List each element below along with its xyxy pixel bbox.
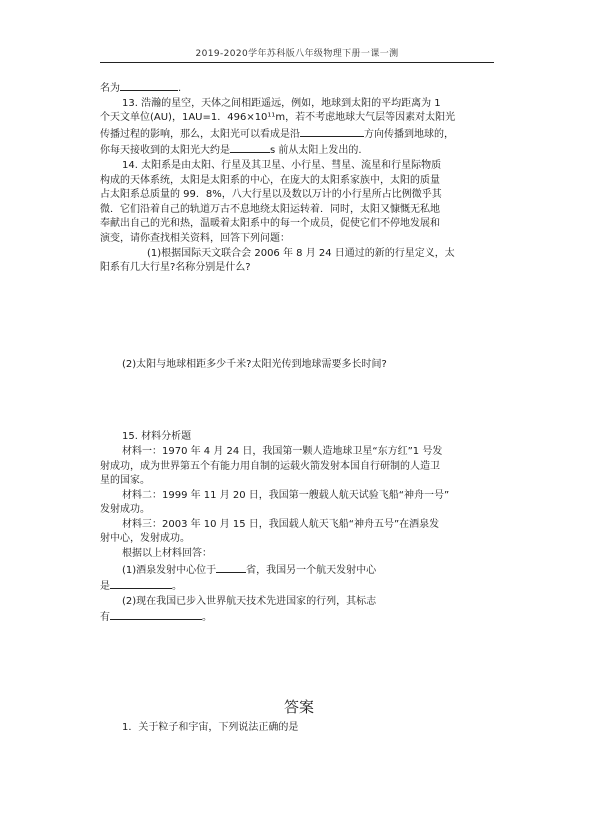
document-body xyxy=(100,80,498,735)
q15-milestone-blank[interactable] xyxy=(110,609,202,620)
q14-answer-space-1[interactable] xyxy=(100,276,498,358)
q13-time-blank[interactable] xyxy=(230,142,270,153)
question-13: 13. 浩瀚的星空，天体之间相距遥远，例如，地球到太阳的平均距离为 1 个天文单位(AU)，1AU=1．496×10¹¹m，若不考虑地球大气层等因素对太阳光 传播过程的影响，那么，太阳光可以看成是沿 方向传播到地球的， 你每天接收到的太阳光大约是 s 前从太阳上发出的. xyxy=(100,97,456,157)
answer-q1: 1．关于粒子和宇宙，下列说法正确的是 xyxy=(122,721,299,733)
q14-answer-space-2[interactable] xyxy=(100,372,498,430)
q15-center-blank[interactable] xyxy=(110,578,172,589)
answer-title: 答案 xyxy=(283,698,314,717)
q13-direction-blank[interactable] xyxy=(300,126,364,137)
answer-section xyxy=(100,700,498,735)
question-14: 14. 太阳系是由太阳、行星及其卫星、小行星、彗星、流星和行星际物质 构成的天体系统，太阳是太阳系的中心，在庞大的太阳系家族中，太阳的质量 占太阳系总质量的 99．8%，八大行星以及数以万计的小行星所占比例微乎其 微．它们沿着自己的轨道万古不息地绕太阳运转着．同时，太阳又慷慨无私地 奉献出自己的光和热，温暖着太阳系中的每一个成员，促使它们不停地发展和 演变，请你查找相关资料，回答下列问题： (1)根据国际天文联合会 2006 年 8 月 24 日通过的新的行星定义，太 阳系有几大行星?名称分别是什么? (2)太阳与地球相距多少千米?太阳光传到地球需要多长时间? xyxy=(100,159,498,430)
q12-blank[interactable] xyxy=(120,80,178,91)
q15-province-blank[interactable] xyxy=(216,562,246,573)
page-header: 2019-2020学年苏科版八年级物理下册一课一测 xyxy=(100,46,494,63)
q12-tail: 名为 . xyxy=(100,80,498,97)
question-15: 15. 材料分析题 材料一：1970 年 4 月 24 日，我国第一颗人造地球卫星“东方红”1 号发 射成功，成为世界第五个有能力用自制的运载火箭发射本国自行研制的人造卫 星的国家。 材料二：1999 年 11 月 20 日，我国第一艘载人航天试验飞船“神舟一号” 发射成功。 材料三：2003 年 10 月 15 日，我国载人航天飞船“神舟五号”在酒泉发 射中心，发射成功。 根据以上材料回答： (1)酒泉发射中心位于 省，我国另一个航天发射中心 是 。 (2)现在我国已步入世界航天技术先进国家的行列，其标志 有 。 xyxy=(100,431,450,624)
